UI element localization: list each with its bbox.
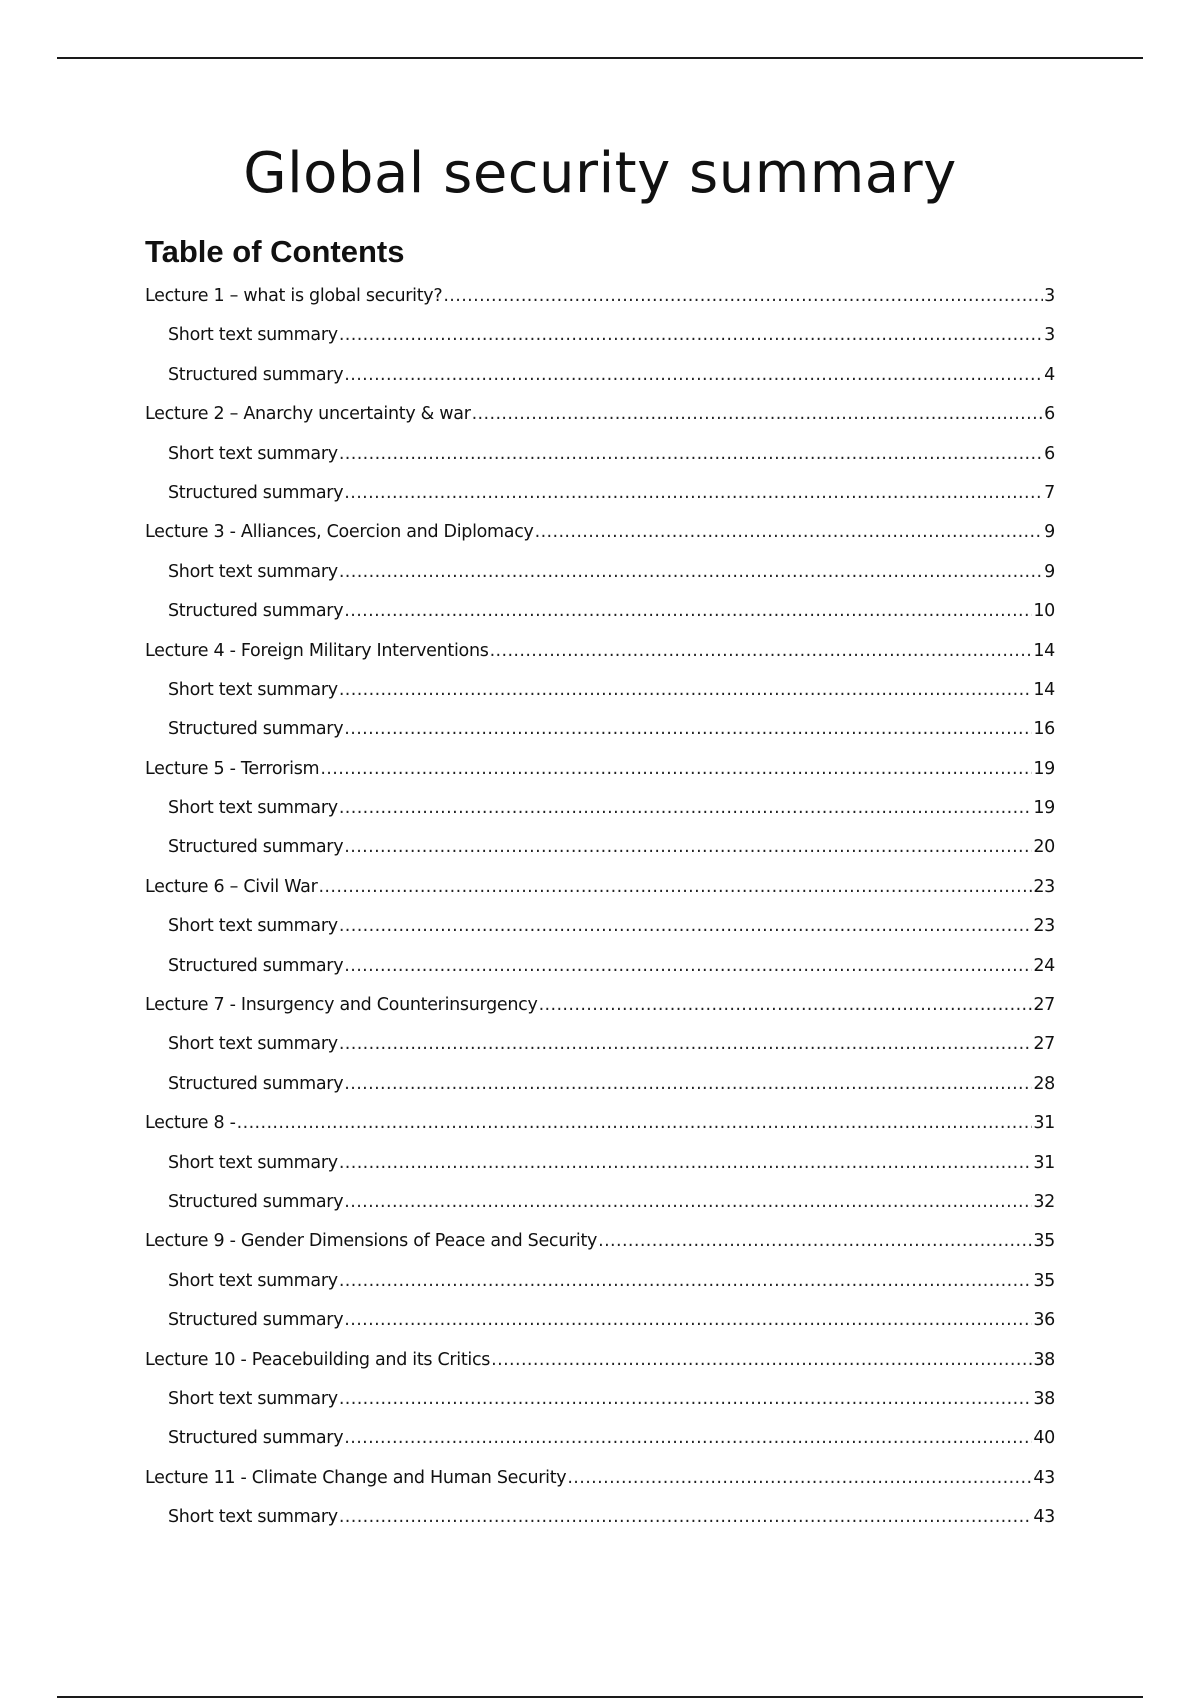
toc-entry-label: Short text summary [168,1270,338,1291]
toc-entry-page-number: 4 [1044,364,1055,385]
toc-entry-subsection[interactable] [145,1428,1055,1467]
toc-dot-leader [443,286,1043,306]
toc-entry-label: Lecture 4 - Foreign Military Interventions [145,640,489,661]
toc-entry-subsection[interactable] [145,1310,1055,1349]
toc-entry-label: Short text summary [168,1034,338,1055]
toc-entry-page-number: 7 [1044,482,1055,503]
toc-dot-leader [491,1350,1032,1370]
toc-dot-leader [339,325,1043,345]
toc-entry-label: Structured summary [168,482,344,503]
toc-dot-leader [339,1153,1033,1173]
toc-dot-leader [535,522,1044,542]
toc-entry-page-number: 9 [1044,561,1055,582]
toc-entry-page-number: 43 [1033,1467,1055,1488]
toc-entry-label: Structured summary [168,719,344,740]
toc-entry-subsection[interactable] [145,483,1055,522]
toc-entry-label: Short text summary [168,561,338,582]
toc-entry-page-number: 23 [1033,916,1055,937]
toc-dot-leader [344,1310,1032,1330]
toc-entry-subsection[interactable] [145,837,1055,876]
toc-entry-page-number: 19 [1033,758,1055,779]
toc-dot-leader [344,365,1043,385]
toc-dot-leader [344,601,1032,621]
toc-entry-lecture[interactable] [145,641,1055,680]
toc-entry-subsection[interactable] [145,1034,1055,1073]
toc-entry-page-number: 31 [1033,1152,1055,1173]
toc-entry-page-number: 20 [1033,837,1055,858]
toc-dot-leader [344,1192,1032,1212]
toc-entry-page-number: 43 [1033,1507,1055,1528]
toc-entry-label: Short text summary [168,1507,338,1528]
toc-entry-label: Short text summary [168,679,338,700]
toc-entry-label: Lecture 1 – what is global security? [145,286,443,306]
toc-dot-leader [320,759,1032,779]
toc-entry-lecture[interactable] [145,286,1055,325]
toc-dot-leader [344,956,1032,976]
toc-entry-page-number: 6 [1044,443,1055,464]
toc-entry-label: Lecture 11 - Climate Change and Human Security [145,1467,567,1488]
toc-dot-leader [344,719,1032,739]
toc-entry-page-number: 40 [1033,1428,1055,1449]
toc-entry-lecture[interactable] [145,1350,1055,1389]
toc-entry-lecture[interactable] [145,1231,1055,1270]
toc-entry-page-number: 16 [1033,719,1055,740]
toc-entry-label: Short text summary [168,1388,338,1409]
toc-dot-leader [490,641,1033,661]
toc-entry-subsection[interactable] [145,365,1055,404]
toc-entry-page-number: 28 [1033,1073,1055,1094]
toc-dot-leader [339,1034,1033,1054]
toc-entry-subsection[interactable] [145,444,1055,483]
toc-entry-lecture[interactable] [145,404,1055,443]
toc-dot-leader [344,483,1043,503]
toc-dot-leader [472,404,1044,424]
toc-entry-page-number: 6 [1044,404,1055,425]
toc-dot-leader [237,1113,1033,1133]
toc-entry-label: Structured summary [168,1073,344,1094]
toc-entry-label: Structured summary [168,1191,344,1212]
toc-entry-label: Structured summary [168,837,344,858]
toc-entry-page-number: 38 [1033,1388,1055,1409]
toc-entry-lecture[interactable] [145,1113,1055,1152]
toc-dot-leader [344,1074,1032,1094]
toc-entry-page-number: 35 [1033,1270,1055,1291]
toc-entry-lecture[interactable] [145,759,1055,798]
toc-entry-page-number: 38 [1033,1349,1055,1370]
table-of-contents [145,286,1055,1547]
toc-dot-leader [344,837,1032,857]
toc-entry-label: Lecture 3 - Alliances, Coercion and Diplomacy [145,522,534,543]
toc-heading: Table of Contents [145,234,405,269]
toc-entry-label: Structured summary [168,601,344,622]
toc-entry-subsection[interactable] [145,956,1055,995]
toc-entry-subsection[interactable] [145,325,1055,364]
toc-entry-label: Lecture 6 – Civil War [145,876,318,897]
toc-entry-lecture[interactable] [145,1468,1055,1507]
toc-entry-page-number: 35 [1033,1231,1055,1252]
toc-entry-subsection[interactable] [145,1507,1055,1546]
toc-entry-lecture[interactable] [145,995,1055,1034]
toc-entry-page-number: 10 [1033,601,1055,622]
toc-dot-leader [344,1428,1032,1448]
toc-dot-leader [339,1271,1033,1291]
toc-entry-subsection[interactable] [145,798,1055,837]
toc-entry-label: Short text summary [168,916,338,937]
toc-entry-label: Short text summary [168,443,338,464]
toc-dot-leader [567,1468,1032,1488]
toc-entry-page-number: 31 [1033,1113,1055,1134]
toc-entry-page-number: 19 [1033,798,1055,819]
toc-entry-label: Lecture 9 - Gender Dimensions of Peace and Security [145,1231,598,1252]
toc-entry-lecture[interactable] [145,522,1055,561]
toc-entry-page-number: 14 [1033,679,1055,700]
toc-entry-subsection[interactable] [145,562,1055,601]
toc-dot-leader [339,916,1033,936]
toc-entry-subsection[interactable] [145,1192,1055,1231]
toc-entry-page-number: 3 [1044,286,1055,306]
document-title: Global security summary [243,141,957,206]
toc-entry-label: Short text summary [168,325,338,346]
toc-dot-leader [339,1389,1033,1409]
toc-entry-subsection[interactable] [145,680,1055,719]
toc-dot-leader [339,798,1033,818]
toc-entry-label: Lecture 7 - Insurgency and Counterinsurgency [145,995,538,1016]
toc-entry-page-number: 36 [1033,1310,1055,1331]
toc-entry-page-number: 24 [1033,955,1055,976]
toc-dot-leader [339,1507,1033,1527]
toc-entry-label: Structured summary [168,1310,344,1331]
toc-entry-subsection[interactable] [145,1153,1055,1192]
toc-entry-label: Structured summary [168,955,344,976]
toc-entry-label: Structured summary [168,1428,344,1449]
toc-dot-leader [318,877,1032,897]
toc-entry-subsection[interactable] [145,1389,1055,1428]
toc-entry-page-number: 9 [1044,522,1055,543]
toc-entry-page-number: 3 [1044,325,1055,346]
toc-entry-page-number: 27 [1033,995,1055,1016]
footer-rule [57,1696,1143,1698]
toc-entry-lecture[interactable] [145,877,1055,916]
toc-entry-page-number: 27 [1033,1034,1055,1055]
toc-entry-subsection[interactable] [145,601,1055,640]
toc-entry-page-number: 32 [1033,1191,1055,1212]
toc-dot-leader [339,680,1033,700]
toc-entry-label: Lecture 8 - [145,1113,236,1134]
toc-dot-leader [339,444,1043,464]
toc-entry-subsection[interactable] [145,719,1055,758]
toc-entry-subsection[interactable] [145,916,1055,955]
toc-entry-label: Short text summary [168,798,338,819]
toc-entry-label: Lecture 10 - Peacebuilding and its Critics [145,1349,491,1370]
toc-dot-leader [339,562,1043,582]
toc-entry-subsection[interactable] [145,1271,1055,1310]
toc-entry-label: Lecture 5 - Terrorism [145,758,320,779]
toc-dot-leader [539,995,1033,1015]
toc-entry-page-number: 23 [1033,876,1055,897]
toc-entry-subsection[interactable] [145,1074,1055,1113]
toc-entry-label: Lecture 2 – Anarchy uncertainty & war [145,404,471,425]
toc-dot-leader [598,1231,1032,1251]
toc-entry-page-number: 14 [1033,640,1055,661]
toc-entry-label: Structured summary [168,364,344,385]
header-rule [57,57,1143,59]
toc-entry-label: Short text summary [168,1152,338,1173]
